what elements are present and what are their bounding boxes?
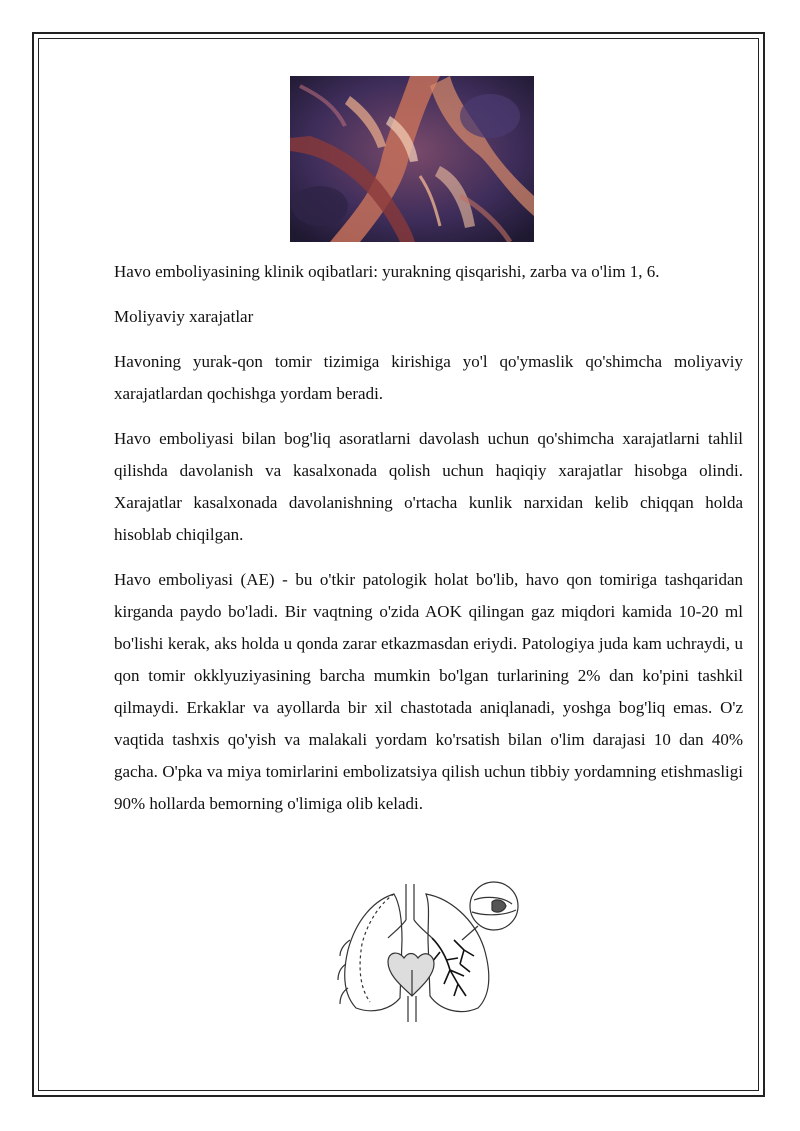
pathology-photo: [290, 76, 534, 242]
paragraph-prevention: Havoning yurak-qon tomir tizimiga kirishiga yo'l qo'ymaslik qo'shimcha moliyaviy xarajatlardan qochishga yordam beradi.: [114, 352, 743, 403]
paragraph-cost-analysis: Havo emboliyasi bilan bog'liq asoratlarni davolash uchun qo'shimcha xarajatlarni tahlil qilishda davolanish va kasalxonada qolish uchun haqiqiy xarajatlar hisobga olindi. Xarajatlar kasalxonada davolanishning o'rtacha kunlik narxidan kelib chiqqan holda hisoblab chiqilgan.: [114, 429, 743, 544]
lungs-diagram-icon: [334, 880, 524, 1026]
paragraph-clinical-consequences: Havo emboliyasining klinik oqibatlari: yurakning qisqarishi, zarba va o'lim 1, 6.: [114, 262, 660, 281]
paragraph-air-embolism-definition: Havo emboliyasi (AE) - bu o'tkir patologik holat bo'lib, havo qon tomiriga tashqaridan kirganda paydo bo'ladi. Bir vaqtning o'zida AOK qilingan gaz miqdori kamida 10-20 ml bo'lishi kerak, aks holda u qonda zarar etkazmasdan eriydi. Patologiya juda kam uchraydi, u qon tomir okklyuziyasining barcha mumkin bo'lgan turlarining 2% dan ko'pini tashkil qilmaydi. Erkaklar va ayollarda bir xil chastotada aniqlanadi, yoshga bog'liq emas. O'z vaqtida tashxis qo'yish va malakali yordam ko'rsatish bilan o'lim darajasi 10 dan 40% gacha. O'pka va miya tomirlarini embolizatsiya qilish uchun tibbiy yordamning etishmasligi 90% hollarda bemorning o'limiga olib keladi.: [114, 570, 743, 813]
section-heading-financial-costs: Moliyaviy xarajatlar: [114, 307, 254, 326]
document-text: [114, 256, 743, 833]
